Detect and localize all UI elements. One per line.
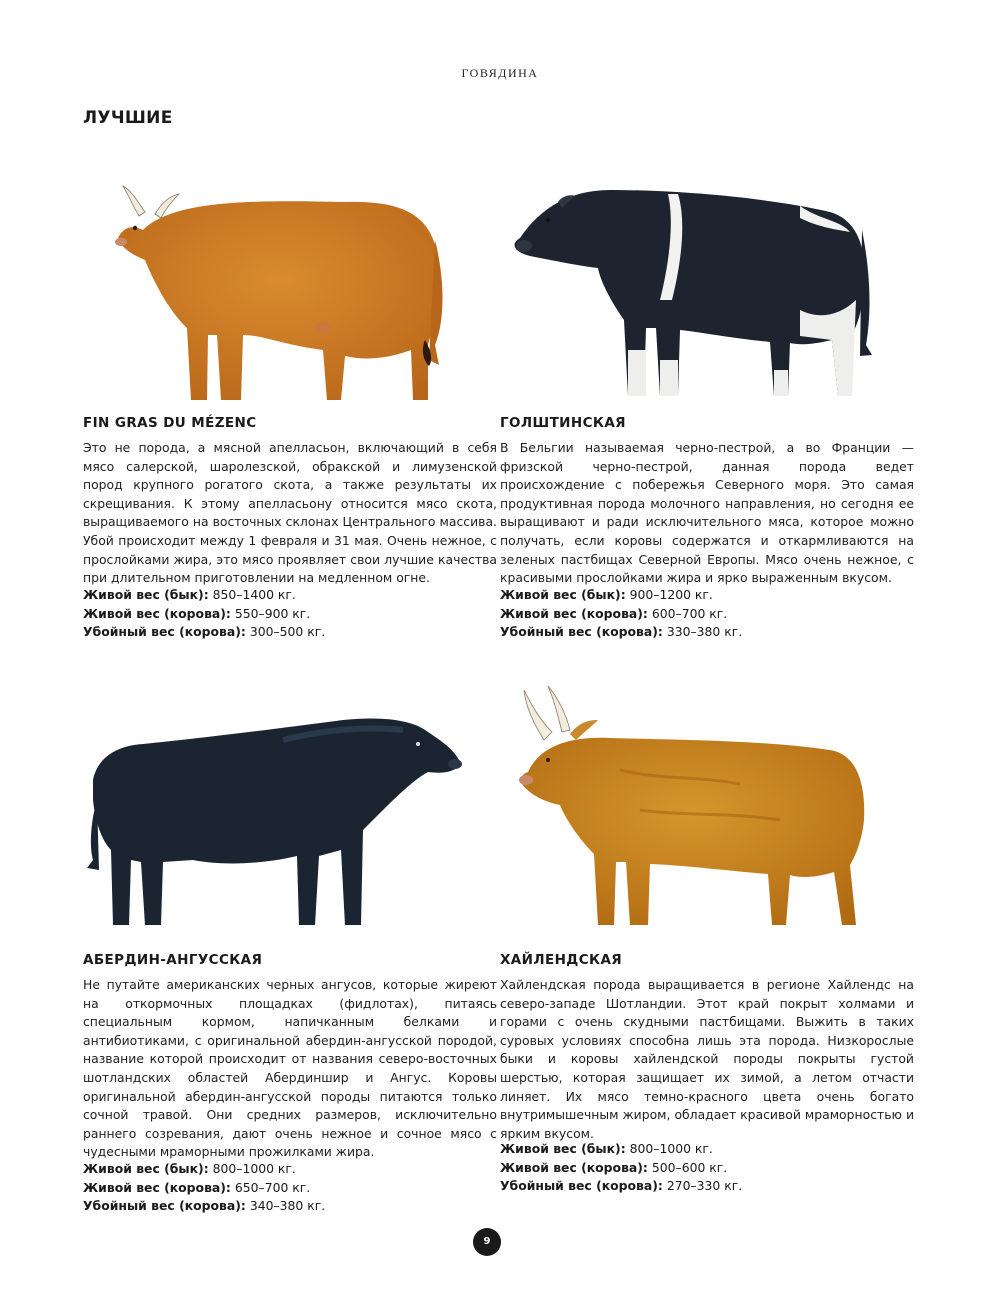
stat-row — [500, 605, 742, 624]
stat-row — [83, 1179, 325, 1198]
stat-label: Живой вес (корова): — [83, 605, 231, 621]
breed-name: ХАЙЛЕНДСКАЯ — [500, 952, 623, 968]
stat-value: 300–500 кг. — [249, 624, 326, 640]
stat-value: 500–600 кг. — [651, 1159, 728, 1175]
stat-label: Живой вес (бык): — [500, 587, 626, 602]
breed-card-highland — [500, 680, 914, 1200]
stat-label: Живой вес (корова): — [500, 1159, 648, 1175]
stat-value: 850–1400 кг. — [212, 587, 296, 602]
stat-row — [83, 586, 325, 605]
black-angus-bull-icon — [83, 680, 497, 940]
breed-description: Не путайте американских черных ангусов, которые жиреют на откормочных площадках (фидлотах), питаясь специальным кормом, напичканным белками и антибиотиками, с оригинальной абердин-ангусской породой, название которой происходит от названия северо-восточных шотландских областей Абердиншир и Ангус. Коровы оригинальной абердин-ангусской породы питаются только сочной травой. Они средних размеров, исключительно раннего созревания, дают очень нежное и сочное мясо с чудесными мраморными прожилками жира. — [83, 977, 497, 1160]
stat-row — [83, 605, 325, 624]
highland-cow-icon — [500, 680, 914, 940]
stat-value: 800–1000 кг. — [212, 1161, 296, 1176]
stat-label: Живой вес (бык): — [83, 1161, 209, 1176]
stat-row — [500, 1177, 742, 1196]
section-title: ЛУЧШИЕ — [83, 108, 173, 128]
stat-row — [500, 1159, 742, 1178]
stat-value: 600–700 кг. — [651, 605, 728, 621]
breed-stats — [83, 586, 325, 642]
breed-card-fin-gras — [83, 160, 497, 650]
breed-name: FIN GRAS DU MÉZENC — [83, 415, 257, 431]
stat-value: 900–1200 кг. — [629, 587, 713, 602]
breed-stats — [500, 586, 742, 642]
stat-row — [83, 623, 325, 642]
stat-value: 550–900 кг. — [234, 605, 311, 621]
stat-label: Живой вес (бык): — [83, 587, 209, 602]
page-number: 9 — [473, 1228, 501, 1256]
stat-value: 340–380 кг. — [249, 1198, 326, 1214]
breed-description: В Бельгии называемая черно-пестрой, а во Франции — фризской черно-пестрой, данная порода ведет происхождение с побережья Северного моря. Это самая продуктивная порода молочного направления, но сегодня ее выращивают и ради исключительного мяса, которое можно получать, если коровы содержатся и откармливаются на зеленых пастбищах Северной Европы. Мясо очень нежное, с красивыми прослойками жира и ярко выраженным вкусом. — [500, 440, 914, 586]
breed-card-holstein — [500, 160, 914, 650]
stat-label: Убойный вес (корова): — [500, 1178, 663, 1194]
stat-row — [500, 586, 742, 605]
stat-label: Убойный вес (корова): — [83, 1198, 246, 1214]
stat-label: Живой вес (корова): — [83, 1179, 231, 1195]
stat-label: Убойный вес (корова): — [500, 624, 663, 640]
orange-bull-icon — [83, 160, 497, 410]
breed-stats — [83, 1160, 325, 1216]
stat-value: 270–330 кг. — [666, 1178, 743, 1194]
stat-value: 800–1000 кг. — [629, 1141, 713, 1156]
breed-name: ГОЛШТИНСКАЯ — [500, 415, 626, 431]
stat-row — [83, 1197, 325, 1216]
stat-label: Живой вес (бык): — [500, 1141, 626, 1156]
stat-label: Живой вес (корова): — [500, 605, 648, 621]
stat-value: 650–700 кг. — [234, 1179, 311, 1195]
breed-name: АБЕРДИН-АНГУССКАЯ — [83, 952, 263, 968]
breed-description: Это не порода, а мясной апелласьон, включающий в себя мясо салерской, шаролезской, обракской и лимузенской пород крупного рогатого скота, а также результаты их скрещивания. К этому апелласьону относится мясо скота, выращиваемого на восточных склонах Центрального массива. Убой происходит между 1 февраля и 31 мая. Очень нежное, с прослойками жира, это мясо проявляет свои лучшие качества при длительном приготовлении на медленном огне. — [83, 440, 497, 586]
running-head: ГОВЯДИНА — [461, 66, 539, 80]
breed-card-aberdeen-angus — [83, 680, 497, 1220]
stat-row — [500, 1140, 742, 1159]
stat-value: 330–380 кг. — [666, 624, 743, 640]
stat-row — [83, 1160, 325, 1179]
breed-stats — [500, 1140, 742, 1196]
stat-row — [500, 623, 742, 642]
holstein-cow-icon — [500, 160, 914, 410]
breed-description: Хайлендская порода выращивается в регионе Хайлендс на северо-западе Шотландии. Этот край покрыт холмами и горами с очень скудными пастбищами. Выжить в таких суровых условиях способна лишь эта порода. Низкорослые быки и коровы хайлендской породы покрыты густой шерстью, которая защищает их зимой, а летом отчасти линяет. Их мясо темно-красного цвета очень богато внутримышечным жиром, обладает красивой мраморностью и ярким вкусом. — [500, 977, 914, 1141]
stat-label: Убойный вес (корова): — [83, 624, 246, 640]
